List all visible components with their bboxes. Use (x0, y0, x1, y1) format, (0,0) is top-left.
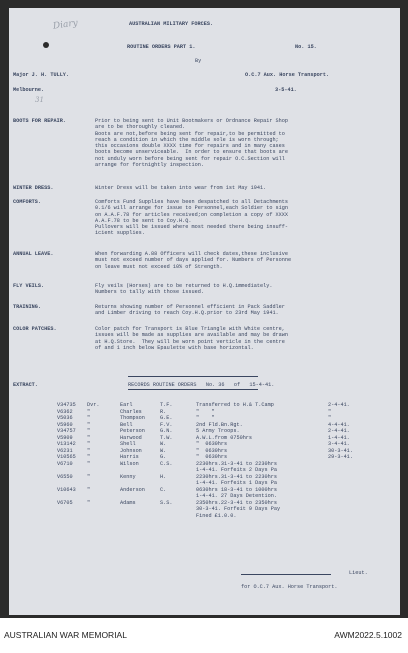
title-underline-2 (128, 389, 258, 390)
table-cell: 2350hrs.22-3-41 to 2350hrs (196, 499, 277, 506)
section-heading: WINTER DRESS. (13, 185, 54, 191)
table-cell: 2-4-41. (328, 428, 350, 434)
table-cell: Johnson (120, 447, 142, 454)
table-cell: 2-4-41. (328, 402, 350, 408)
section-body: Comforts Fund Supplies have been despatched to all Detachments 0.1/6 will arrange for issue to Personnel,each Soldier to sign on A.A.F.78 for articles received;on completion a copy of XXXX A.A.F.78 to be sent to Coy.H.Q. Pullovers will be issued where most needed there being insuff- icient supplies. (95, 199, 289, 237)
table-cell: Earl (120, 402, 133, 408)
extract-heading: EXTRACT. (13, 382, 38, 388)
table-cell: 30-3-41. Forfeit 9 Days Pay (196, 506, 281, 512)
table-cell: W. (160, 441, 167, 447)
table-cell: V6362 (57, 408, 73, 415)
table-cell: F.V. (160, 421, 173, 428)
table-cell: Wilson (120, 460, 139, 467)
section-body: Prior to being sent to Unit Bootmakers or Ordnance Repair Shop are to be thoroughly cleaned. Boots are not,before being sent for repair,to be permitted to reach a condition in which the middle sole is worn through; this occasions double XXXX time for repairs and in many cases boots become unserviceable. In order to ensure that boots are not unduly worn before being sent for repair O.C.Section will arrange for fortnightly inspection. (95, 118, 289, 169)
table-cell: " 0630hrs (196, 447, 228, 454)
table-cell: C. (160, 486, 167, 493)
table-cell: Thompson (120, 415, 145, 421)
table-cell: T.W. (160, 434, 173, 441)
table-cell: G.E. (160, 415, 173, 421)
table-cell: V10643 (57, 486, 76, 493)
table-row (9, 487, 400, 493)
table-cell: " (87, 454, 91, 460)
table-cell: " (87, 408, 91, 415)
place: Melbourne. (13, 87, 45, 93)
signature-line (241, 574, 331, 575)
table-cell: " " (196, 415, 215, 421)
by-label: By (195, 58, 202, 64)
table-cell: " (328, 408, 332, 415)
table-cell: Bell (120, 421, 133, 428)
table-row (9, 435, 400, 441)
table-cell: V34757 (57, 428, 76, 434)
table-cell: A.W.L.from 0750hrs (196, 434, 253, 441)
table-row (9, 409, 400, 415)
table-cell: 1-4-41. (328, 434, 350, 441)
table-cell: Charles (120, 408, 142, 415)
table-cell: 0630hrs 18-3-41 to 1000hrs (196, 486, 277, 493)
table-cell: " (87, 434, 91, 441)
punch-hole (43, 42, 49, 48)
section-body: Color patch for Transport is Blue Triangle with White centre, issues will be made as supplies are available and may be drawn at H.Q.Store. They will be worn point verticle in the centre of and 1 inch below Epaulette with base horizontal. (95, 326, 289, 351)
table-cell: " (87, 473, 91, 480)
section-body: Fly veils (Horses) are to be returned to H.Q.immediately. Numbers to tally with those issued. (95, 283, 273, 296)
table-row (9, 474, 400, 480)
table-cell: " (87, 486, 91, 493)
archive-footer (0, 618, 408, 653)
pencil-annotation: Diary (52, 18, 79, 32)
table-cell: Harwood (120, 434, 142, 441)
table-cell: V5036 (57, 415, 73, 421)
table-cell: " " (196, 408, 215, 415)
table-cell: " (87, 447, 91, 454)
table-cell: V6710 (57, 460, 73, 467)
table-cell: Peterson (120, 428, 145, 434)
table-cell: 2230hrs.31-3-41 to 2230hrs (196, 473, 277, 480)
document-title: AUSTRALIAN MILITARY FORCES. (129, 21, 214, 27)
table-cell: " (87, 415, 91, 421)
section-heading: TRAINING. (13, 304, 42, 310)
table-cell: W. (160, 447, 167, 454)
table-cell: Kenny (120, 473, 136, 480)
table-cell: V6550 (57, 473, 73, 480)
unit-name: O.C.7 Aux. Horse Transport. (245, 72, 330, 78)
table-cell: " (87, 499, 91, 506)
table-cell: R. (160, 408, 167, 415)
officer-name: Major J. H. TULLY. (13, 72, 70, 78)
table-cell: Anderson (120, 486, 145, 493)
table-row (9, 493, 400, 499)
table-cell: V6705 (57, 499, 73, 506)
table-row (9, 415, 400, 421)
archive-reference: AWM2022.5.1002 (334, 630, 402, 640)
table-cell: " (328, 415, 332, 421)
table-cell: 1-4-41. Forfeits 1 Days Pa (196, 480, 277, 486)
section-body: Winter Dress will be taken into wear from 1st May 1941. (95, 185, 267, 191)
table-cell: V6231 (57, 447, 73, 454)
archive-credit: AUSTRALIAN WAR MEMORIAL (4, 630, 127, 640)
table-cell: V34735 (57, 402, 76, 408)
section-heading: COLOR PATCHES. (13, 326, 57, 332)
table-cell: " 0630hrs (196, 441, 228, 447)
order-number: No. 15. (295, 44, 317, 50)
table-cell: G. (160, 454, 167, 460)
table-cell: " (87, 421, 91, 428)
table-cell: Transferred to H.& T.Camp (196, 402, 274, 408)
paper-sheet (9, 8, 400, 615)
table-cell: Dvr. (87, 402, 100, 408)
pencil-side-note: 31 (35, 96, 44, 104)
signature-unit: for O.C.7 Aux. Horse Transport. (241, 584, 338, 590)
table-cell: Shell (120, 441, 136, 447)
order-date: 3-5-41. (275, 87, 297, 93)
table-cell: 29-3-41. (328, 454, 353, 460)
section-heading: COMFORTS. (13, 199, 42, 205)
section-body: When forwarding A.88 Officers will check dates,these inclusive must not exceed number of days applied for. Numbers of Personne on leave must not exceed 10% of Strength. (95, 251, 292, 270)
table-cell: 1-4-41. Forfeits 2 Days Pa (196, 467, 277, 473)
table-row (9, 467, 400, 473)
table-cell: Fined £1.0.0. (196, 512, 237, 519)
table-cell: 2230hrs.31-3-41 to 2230hrs (196, 460, 277, 467)
signature-rank: Lieut. (349, 570, 368, 576)
title-underline (128, 376, 258, 377)
table-cell: " (87, 460, 91, 467)
table-cell: H. (160, 473, 167, 480)
table-row (9, 461, 400, 467)
table-row (9, 402, 400, 408)
table-cell: " (87, 428, 91, 434)
table-cell: C.S. (160, 460, 173, 467)
table-cell: Adams (120, 499, 136, 506)
table-cell: S.S. (160, 499, 173, 506)
table-cell: G.N. (160, 428, 173, 434)
table-cell: T.F. (160, 402, 173, 408)
table-row (9, 448, 400, 454)
table-row (9, 441, 400, 447)
table-cell: 2nd Fld.Bn.Rgt. (196, 421, 243, 428)
table-cell: V10565 (57, 454, 76, 460)
table-row (9, 513, 400, 519)
section-body: Returns showing number of Personnel efficient in Pack Saddler and Limber driving to reach Coy.H.Q.prior to 23rd May 1941. (95, 304, 285, 317)
table-cell: 5 Army Troops. (196, 428, 240, 434)
table-cell: 4-4-41. (328, 421, 350, 428)
table-cell: " 0630hrs (196, 454, 228, 460)
table-cell: Harris (120, 454, 139, 460)
table-cell: 3-4-41. (328, 441, 350, 447)
table-cell: V5909 (57, 434, 73, 441)
table-cell: V5960 (57, 421, 73, 428)
section-heading: BOOTS FOR REPAIR. (13, 118, 66, 124)
routine-orders-label: ROUTINE ORDERS PART 1. (127, 44, 196, 50)
table-row (9, 500, 400, 506)
section-heading: ANNUAL LEAVE. (13, 251, 54, 257)
table-cell: " (87, 441, 91, 447)
table-row (9, 480, 400, 486)
table-cell: 1-4-41. 27 Days Detention. (196, 493, 277, 499)
table-cell: V13142 (57, 441, 76, 447)
table-row (9, 454, 400, 460)
section-heading: FLY VEILS. (13, 283, 45, 289)
table-row (9, 506, 400, 512)
table-row (9, 428, 400, 434)
table-cell: 30-3-41. (328, 447, 353, 454)
table-row (9, 422, 400, 428)
extract-title: RECORDS ROUTINE ORDERS No. 36 of 15-4-41. (128, 382, 275, 388)
